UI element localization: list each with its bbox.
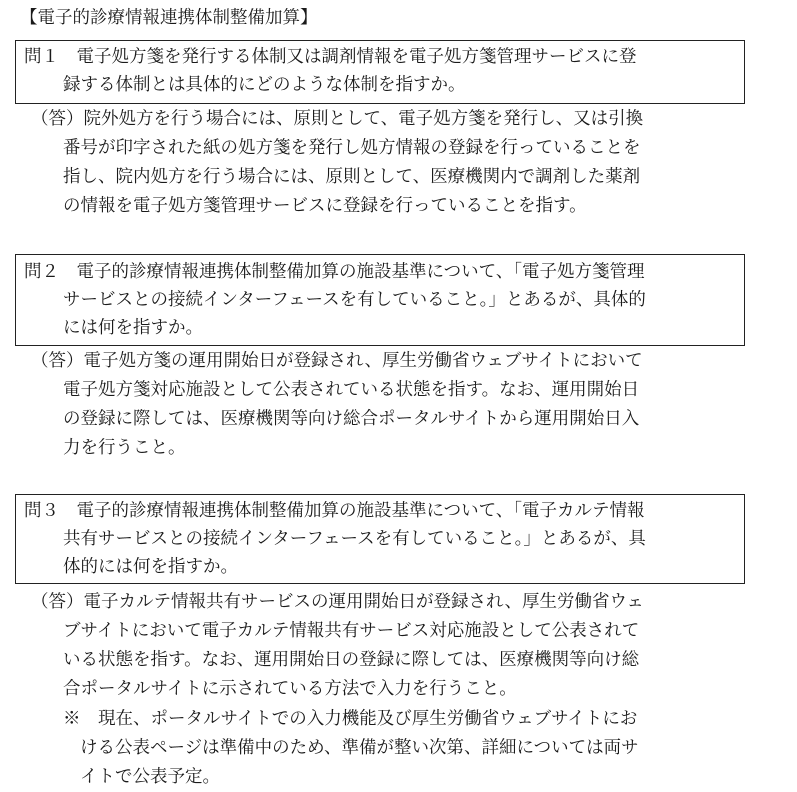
answer-2-line-1: （答）電子処方箋の運用開始日が登録され、厚生労働省ウェブサイトにおいて [31, 351, 643, 371]
answer-3-line-2: ブサイトにおいて電子カルテ情報共有サービス対応施設として公表されて [63, 621, 640, 641]
answer-2-line-4: 力を行うこと。 [63, 438, 186, 458]
answer-2-line-3: の登録に際しては、医療機関等向け総合ポータルサイトから運用開始日入 [63, 409, 640, 429]
answer-1-line-2: 番号が印字された紙の処方箋を発行し処方情報の登録を行っていることを [63, 138, 641, 158]
answer-1-line-4: の情報を電子処方箋管理サービスに登録を行っていることを指す。 [63, 196, 587, 216]
note-line-2: ける公表ページは準備中のため、準備が整い次第、詳細については両サ [80, 738, 639, 758]
question-3-line-3: 体的には何を指すか。 [63, 557, 238, 577]
answer-3-line-1: （答）電子カルテ情報共有サービスの運用開始日が登録され、厚生労働省ウェ [31, 592, 644, 612]
question-2-line-3: には何を指すか。 [63, 318, 203, 338]
question-1-line-2: 録する体制とは具体的にどのような体制を指すか。 [63, 75, 466, 95]
question-2-line-2: サービスとの接続インターフェースを有していること。」とあるが、具体的 [63, 290, 646, 310]
question-1-line-1: 問１ 電子処方箋を発行する体制又は調剤情報を電子処方箋管理サービスに登 [24, 47, 637, 67]
question-2-line-1: 問２ 電子的診療情報連携体制整備加算の施設基準について、「電子処方箋管理 [24, 262, 645, 282]
answer-3-line-4: 合ポータルサイトに示されている方法で入力を行うこと。 [63, 679, 517, 699]
section-title: 【電子的診療情報連携体制整備加算】 [20, 8, 318, 28]
answer-1-line-3: 指し、院内処方を行う場合には、原則として、医療機関内で調剤した薬剤 [63, 167, 641, 187]
note-line-1: ※ 現在、ポータルサイトでの入力機能及び厚生労働省ウェブサイトにお [63, 709, 638, 729]
answer-3-line-3: いる状態を指す。なお、運用開始日の登録に際しては、医療機関等向け総 [63, 650, 640, 670]
answer-2-line-2: 電子処方箋対応施設として公表されている状態を指す。なお、運用開始日 [63, 380, 640, 400]
question-3-line-2: 共有サービスとの接続インターフェースを有していること。」とあるが、具 [63, 529, 646, 549]
note-line-3: イトで公表予定。 [80, 767, 220, 787]
question-3-line-1: 問３ 電子的診療情報連携体制整備加算の施設基準について、「電子カルテ情報 [24, 501, 645, 521]
answer-1-line-1: （答）院外処方を行う場合には、原則として、電子処方箋を発行し、又は引換 [31, 109, 644, 129]
